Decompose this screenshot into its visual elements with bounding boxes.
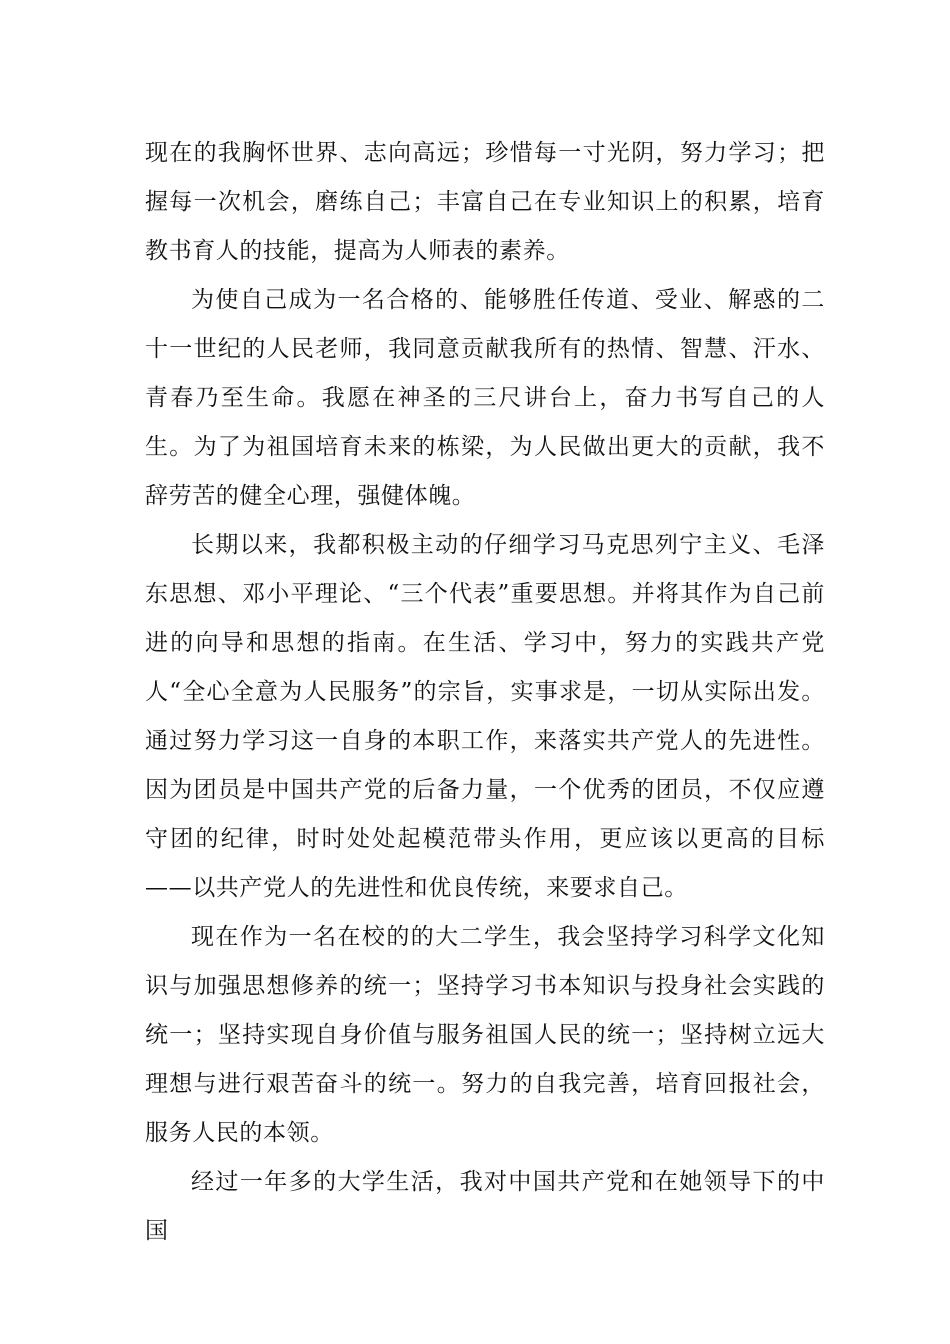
- paragraph-4: 现在作为一名在校的的大二学生，我会坚持学习科学文化知识与加强思想修养的统一；坚持学习书本知识与投身社会实践的统一；坚持实现自身价值与服务祖国人民的统一；坚持树立远大理想与进行艰苦奋斗的统一。努力的自我完善，培育回报社会，服务人民的本领。: [145, 924, 825, 1146]
- paragraph-3: 长期以来，我都积极主动的仔细学习马克思列宁主义、毛泽东思想、邓小平理论、“三个代表”重要思想。并将其作为自己前进的向导和思想的指南。在生活、学习中，努力的实践共产党人“全心全意为人民服务”的宗旨，实事求是，一切从实际出发。通过努力学习这一自身的本职工作，来落实共产党人的先进性。因为团员是中国共产党的后备力量，一个优秀的团员，不仅应遵守团的纪律，时时处处起模范带头作用，更应该以更高的目标——以共产党人的先进性和优良传统，来要求自己。: [145, 532, 825, 901]
- paragraph-5: 经过一年多的大学生活，我对中国共产党和在她领导下的中国: [145, 1169, 825, 1244]
- paragraph-1: 现在的我胸怀世界、志向高远；珍惜每一寸光阴，努力学习；把握每一次机会，磨练自己；丰富自己在专业知识上的积累，培育教书育人的技能，提高为人师表的素养。: [145, 140, 825, 264]
- document-body: [145, 129, 825, 1256]
- paragraph-2: 为使自己成为一名合格的、能够胜任传道、受业、解惑的二十一世纪的人民老师，我同意贡献我所有的热情、智慧、汗水、青春乃至生命。我愿在神圣的三尺讲台上，奋力书写自己的人生。为了为祖国培育未来的栋梁，为人民做出更大的贡献，我不辞劳苦的健全心理，强健体魄。: [145, 287, 825, 509]
